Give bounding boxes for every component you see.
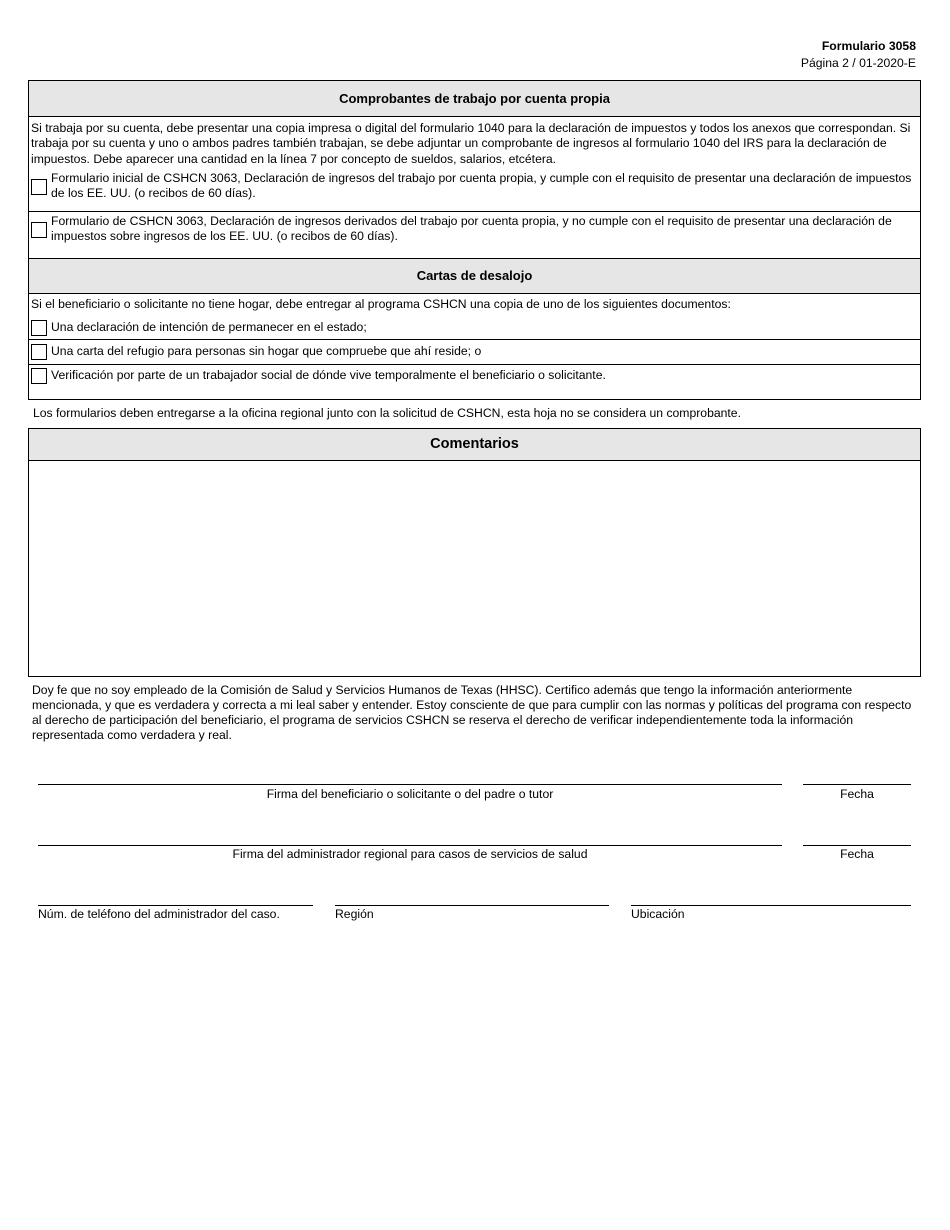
region-field-line[interactable]	[335, 905, 609, 906]
eviction-intro: Si el beneficiario o solicitante no tiene hogar, debe entregar al programa CSHCN una copia de uno de los siguientes documentos:	[31, 297, 731, 311]
self-employment-option-initial	[29, 171, 920, 211]
eviction-option-social-worker	[29, 364, 920, 399]
applicant-signature-label: Firma del beneficiario o solicitante o del padre o tutor	[266, 787, 554, 801]
form-header	[801, 38, 916, 72]
option-text: Una declaración de intención de permanecer en el estado;	[51, 320, 367, 335]
checkbox-intent-to-remain[interactable]	[31, 320, 47, 336]
phone-field-label: Núm. de teléfono del administrador del caso.	[38, 907, 280, 921]
eviction-option-intent	[29, 317, 920, 339]
option-text: Verificación por parte de un trabajador social de dónde vive temporalmente el beneficiario o solicitante.	[51, 368, 606, 382]
applicant-date-label: Fecha	[840, 787, 874, 801]
checkbox-initial-3063[interactable]	[31, 179, 47, 195]
phone-field-line[interactable]	[38, 905, 313, 906]
self-employment-intro: Si trabaja por su cuenta, debe presentar una copia impresa o digital del formulario 1040 para la declaración de impuestos y todos los anexos que correspondan. Si trabaja por su cuenta y uno o ambos padres también trabajan, se debe adjuntar un comprobante de ingresos al formulario 1040 del IRS para la declaración de impuestos. Debe aparecer una cantidad en la línea 7 por concepto de sueldos, salarios, etcétera.	[31, 121, 911, 166]
applicant-date-line[interactable]	[803, 784, 911, 785]
admin-signature-label: Firma del administrador regional para casos de servicios de salud	[232, 847, 588, 861]
page-info: Página 2 / 01-2020-E	[800, 56, 916, 70]
self-employment-section	[28, 80, 921, 261]
location-field-label: Ubicación	[631, 907, 685, 921]
comments-title: Comentarios	[29, 429, 920, 461]
admin-signature-line[interactable]	[38, 845, 782, 846]
form-number: Formulario 3058	[821, 39, 916, 53]
eviction-section	[28, 258, 921, 400]
checkbox-social-worker[interactable]	[31, 368, 47, 384]
applicant-signature-line[interactable]	[38, 784, 782, 785]
eviction-title: Cartas de desalojo	[29, 258, 920, 294]
region-field-label: Región	[335, 907, 374, 921]
option-text: Formulario inicial de CSHCN 3063, Declaración de ingresos del trabajo por cuenta propia, y cumple con el requisito de presentar una declaración de impuestos de los EE. UU. (o recibos de 60 días).	[51, 171, 912, 201]
option-text: Una carta del refugio para personas sin hogar que compruebe que ahí reside; o	[51, 344, 482, 359]
eviction-option-shelter-letter	[29, 339, 920, 364]
checkbox-shelter-letter[interactable]	[31, 344, 47, 360]
checkbox-3063-no-tax-return[interactable]	[31, 222, 47, 238]
admin-date-line[interactable]	[803, 845, 911, 846]
self-employment-title: Comprobantes de trabajo por cuenta propia	[29, 81, 920, 117]
attestation-text: Doy fe que no soy empleado de la Comisión de Salud y Servicios Humanos de Texas (HHSC). Certifico además que tengo la información anteriormente mencionada, y que es verdadera y correcta a mi leal saber y entender. Estoy consciente de que para cumplir con las normas y políticas del programa con respecto al derecho de participación del beneficiario, el programa de servicios CSHCN se reserva el derecho de verificar independientemente toda la información representada como verdadera y real.	[32, 683, 912, 742]
self-employment-option-no-requirement	[29, 211, 920, 260]
comments-section	[28, 428, 921, 677]
location-field-line[interactable]	[631, 905, 911, 906]
admin-date-label: Fecha	[840, 847, 874, 861]
option-text: Formulario de CSHCN 3063, Declaración de ingresos derivados del trabajo por cuenta propia, y no cumple con el requisito de presentar una declaración de impuestos sobre ingresos de los EE. UU. (o recibos de 60 días).	[51, 214, 892, 244]
comments-textarea[interactable]	[29, 461, 920, 677]
submission-note: Los formularios deben entregarse a la oficina regional junto con la solicitud de CSHCN, esta hoja no se considera un comprobante.	[33, 406, 741, 420]
